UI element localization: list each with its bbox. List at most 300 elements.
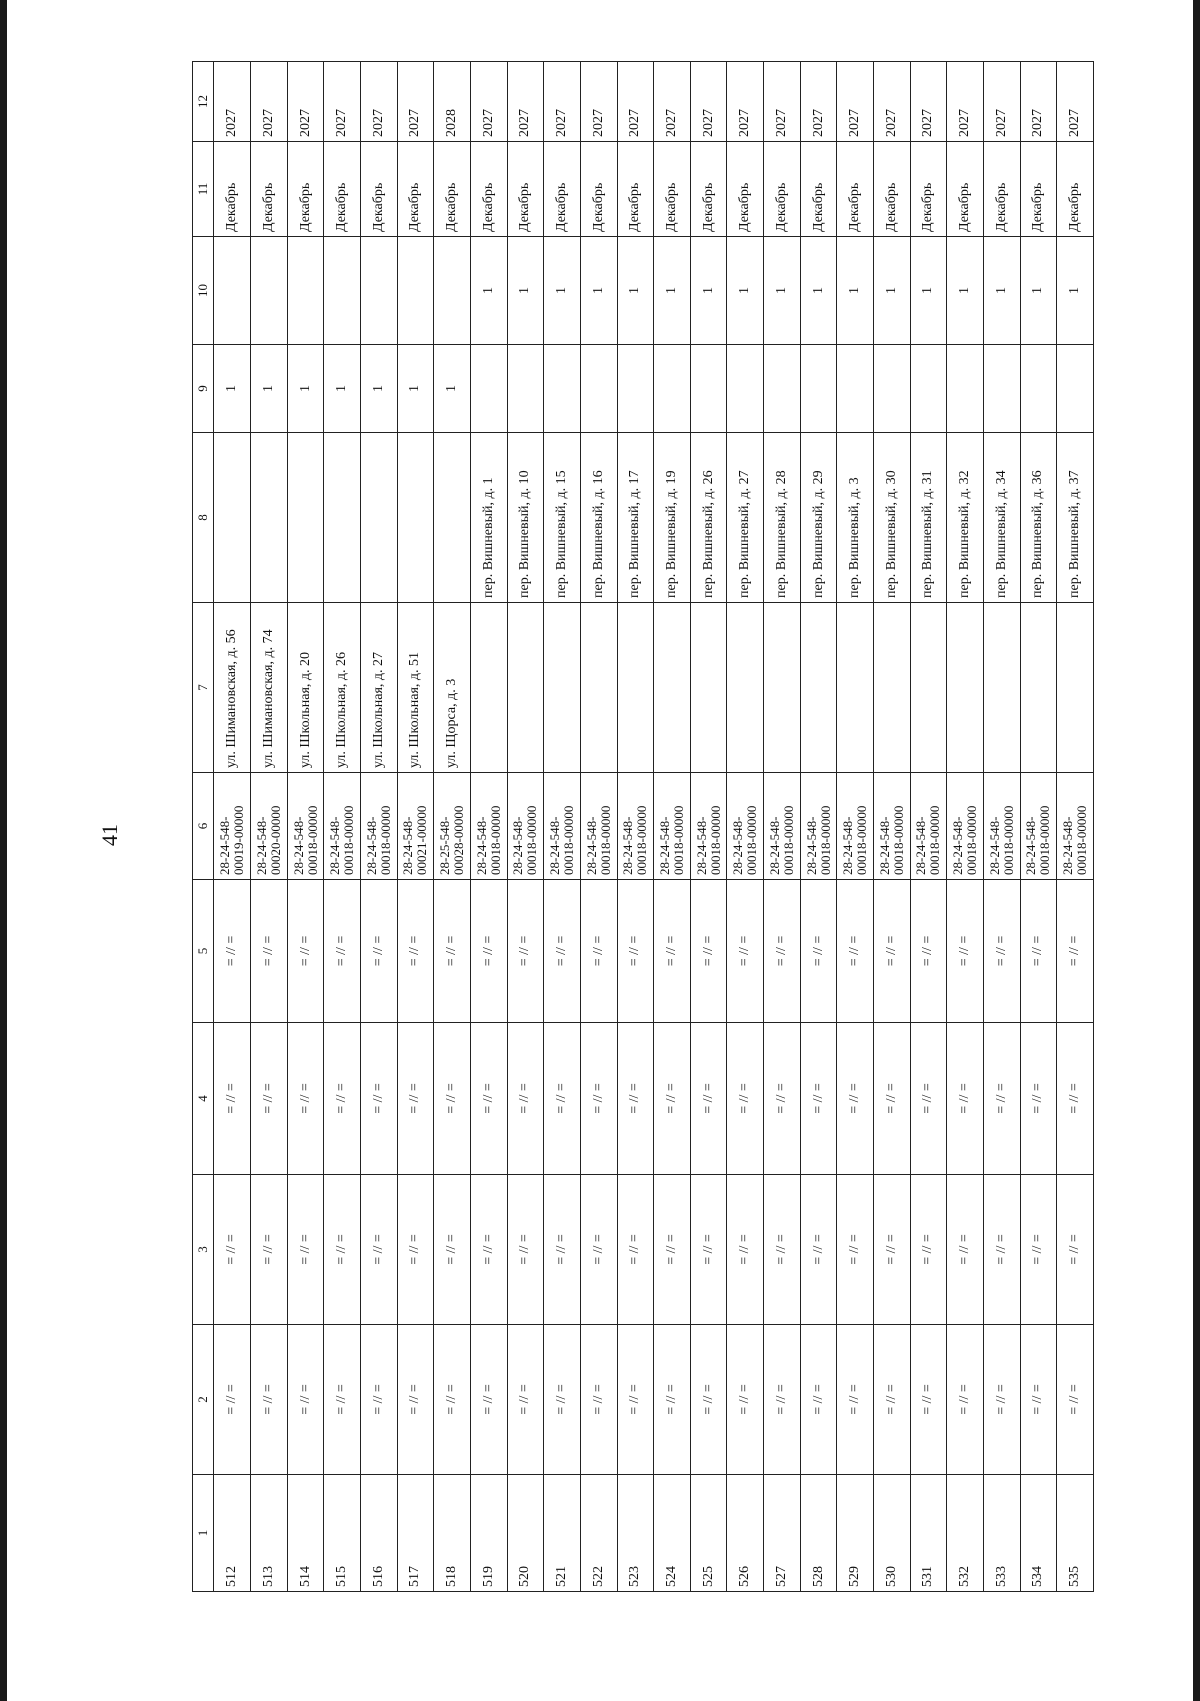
cadastral-number-cell [507,773,544,880]
col5-cell-text: = // = [810,935,826,967]
col3-cell-text: = // = [297,1234,313,1265]
col10-cell [1057,237,1094,345]
cadastral-number-cell-text: 28-24-548- [327,816,343,875]
year-cell-text: 2027 [590,109,606,137]
col5-cell [837,880,874,1023]
col4-cell-text: = // = [810,1083,826,1114]
row-number-cell [1020,1475,1057,1592]
col10-cell [874,237,911,345]
col9-cell [690,345,727,433]
col5-cell-text: = // = [224,935,240,967]
table-body [193,62,1094,1592]
row-number-cell-text: 513 [260,1566,276,1587]
row-number-cell [947,1475,984,1592]
cadastral-number-cell-text: 28-24-548- [656,816,672,875]
col5-cell-text: = // = [1067,935,1083,967]
year-cell [397,62,434,142]
col5-cell-text: = // = [993,935,1009,967]
col3-cell-text: = // = [810,1234,826,1265]
col10-cell-text: 1 [517,287,533,294]
lane-address-cell [837,433,874,603]
month-cell-text: Декабрь [334,182,350,232]
street-address-cell-text: ул. Школьная, д. 26 [334,651,350,768]
row-number-cell-text: 520 [517,1566,533,1587]
col2-cell-text: = // = [370,1384,386,1415]
col4-cell [580,1023,617,1175]
month-cell-text: Декабрь [1030,182,1046,232]
cadastral-number-cell-text: 28-25-548- [437,816,453,875]
col5-cell [580,880,617,1023]
col4-cell [983,1023,1020,1175]
year-cell-text: 2027 [737,109,753,137]
col5-cell-text: = // = [1030,935,1046,967]
col10-cell [470,237,507,345]
row-number-cell [727,1475,764,1592]
col4-cell-text: = // = [370,1083,386,1114]
scan-edge-right [1193,0,1200,1701]
col10-cell [654,237,691,345]
street-address-cell-text: ул. Школьная, д. 51 [407,651,423,768]
table-row [544,62,581,1592]
table-row [727,62,764,1592]
street-address-cell [983,603,1020,773]
month-cell-text: Декабрь [700,182,716,232]
cadastral-number-cell-text: 28-24-548- [620,816,636,875]
col9-cell [1020,345,1057,433]
col3-cell [397,1175,434,1325]
col2-cell-text: = // = [920,1384,936,1415]
col2-cell [324,1325,361,1475]
lane-address-cell [617,433,654,603]
street-address-cell [910,603,947,773]
row-number-cell-text: 527 [773,1566,789,1587]
lane-address-cell [251,433,288,603]
col4-cell [544,1023,581,1175]
col2-cell [214,1325,251,1475]
col5-cell-text: = // = [920,935,936,967]
col10-cell-text: 1 [1067,287,1083,294]
col10-cell-text: 1 [1030,287,1046,294]
col3-cell [434,1175,471,1325]
year-cell-text: 2027 [663,109,679,137]
col10-cell-text: 1 [883,287,899,294]
month-cell-text: Декабрь [810,182,826,232]
col4-cell-text: = // = [224,1083,240,1114]
col9-cell [727,345,764,433]
month-cell-text: Декабрь [773,182,789,232]
street-address-cell-text: ул. Школьная, д. 27 [370,651,386,768]
year-cell-text: 2027 [370,109,386,137]
row-number-cell-text: 522 [590,1566,606,1587]
cadastral-number-cell [837,773,874,880]
street-address-cell [214,603,251,773]
month-cell [910,142,947,237]
year-cell-text: 2027 [334,109,350,137]
col10-cell-text: 1 [847,287,863,294]
col2-cell [983,1325,1020,1475]
col4-cell [690,1023,727,1175]
col5-cell [1020,880,1057,1023]
row-number-cell [764,1475,801,1592]
lane-address-cell-text: пер. Вишневый, д. 27 [737,470,753,598]
col4-cell [214,1023,251,1175]
cadastral-number-cell-text: 28-24-548- [253,816,269,875]
cadastral-number-cell [947,773,984,880]
street-address-cell [544,603,581,773]
cadastral-number-cell-text: 28-24-548- [840,816,856,875]
lane-address-cell-text: пер. Вишневый, д. 37 [1067,470,1083,598]
cadastral-number-cell-text: 28-24-548- [290,816,306,875]
year-cell [361,62,398,142]
row-number-cell-text: 521 [554,1566,570,1587]
col2-cell-text: = // = [1030,1384,1046,1415]
col2-cell [361,1325,398,1475]
col3-cell [580,1175,617,1325]
col10-cell-text: 1 [554,287,570,294]
col4-cell-text: = // = [627,1083,643,1114]
month-cell [214,142,251,237]
month-cell-text: Декабрь [627,182,643,232]
header-cell-5: 5 [193,880,214,1023]
col3-cell-text: = // = [847,1234,863,1265]
row-number-cell-text: 512 [224,1566,240,1587]
lane-address-cell-text: пер. Вишневый, д. 26 [700,470,716,598]
col2-cell [1057,1325,1094,1475]
lane-address-cell [287,433,324,603]
cadastral-number-cell [544,773,581,880]
month-cell-text: Декабрь [993,182,1009,232]
cadastral-number-cell-text: 00018-00000 [890,805,906,875]
header-cell-7: 7 [193,603,214,773]
street-address-cell-text: ул. Шимановская, д. 74 [260,629,276,768]
col2-cell-text: = // = [590,1384,606,1415]
col3-cell-text: = // = [957,1234,973,1265]
col4-cell-text: = // = [920,1083,936,1114]
col2-cell [727,1325,764,1475]
row-number-cell-text: 533 [993,1566,1009,1587]
col5-cell-text: = // = [444,935,460,967]
year-cell [910,62,947,142]
col10-cell [910,237,947,345]
col2-cell-text: = // = [517,1384,533,1415]
street-address-cell [690,603,727,773]
year-cell [251,62,288,142]
table-row [397,62,434,1592]
col3-cell [764,1175,801,1325]
col3-cell-text: = // = [1030,1234,1046,1265]
cadastral-number-cell [654,773,691,880]
table-row [983,62,1020,1592]
cadastral-number-cell-text: 00018-00000 [341,805,357,875]
street-address-cell [470,603,507,773]
col3-cell-text: = // = [334,1234,350,1265]
col4-cell [947,1023,984,1175]
lane-address-cell [1020,433,1057,603]
col5-cell [654,880,691,1023]
col2-cell-text: = // = [957,1384,973,1415]
year-cell-text: 2027 [1067,109,1083,137]
col5-cell-text: = // = [957,935,973,967]
row-number-cell-text: 516 [370,1566,386,1587]
row-number-cell [324,1475,361,1592]
col2-cell [874,1325,911,1475]
col9-cell [947,345,984,433]
table-row [874,62,911,1592]
cadastral-number-cell [690,773,727,880]
lane-address-cell-text: пер. Вишневый, д. 3 [847,477,863,598]
year-cell [764,62,801,142]
col9-cell [1057,345,1094,433]
lane-address-cell [324,433,361,603]
cadastral-number-cell-text: 28-24-548- [803,816,819,875]
col2-cell-text: = // = [1067,1384,1083,1415]
col9-cell-text: 1 [444,385,460,392]
table-row [837,62,874,1592]
table-row [764,62,801,1592]
row-number-cell-text: 531 [920,1566,936,1587]
cadastral-number-cell-text: 00018-00000 [1037,805,1053,875]
street-address-cell-text: ул. Школьная, д. 20 [297,651,313,768]
cadastral-number-cell [800,773,837,880]
col4-cell [434,1023,471,1175]
row-number-cell [544,1475,581,1592]
col4-cell-text: = // = [957,1083,973,1114]
table-row [507,62,544,1592]
cadastral-number-cell [397,773,434,880]
year-cell [544,62,581,142]
col3-cell-text: = // = [1067,1234,1083,1265]
col2-cell-text: = // = [444,1384,460,1415]
row-number-cell-text: 518 [444,1566,460,1587]
col2-cell-text: = // = [737,1384,753,1415]
col4-cell-text: = // = [993,1083,1009,1114]
col3-cell [947,1175,984,1325]
year-cell-text: 2027 [883,109,899,137]
month-cell-text: Декабрь [590,182,606,232]
year-cell-text: 2027 [700,109,716,137]
table-row [910,62,947,1592]
header-row [193,62,214,1592]
col4-cell-text: = // = [590,1083,606,1114]
row-number-cell-text: 523 [627,1566,643,1587]
year-cell-text: 2027 [260,109,276,137]
month-cell-text: Декабрь [883,182,899,232]
month-cell [837,142,874,237]
year-cell [654,62,691,142]
lane-address-cell [397,433,434,603]
lane-address-cell-text: пер. Вишневый, д. 16 [590,470,606,598]
col3-cell [287,1175,324,1325]
header-cell-1: 1 [193,1475,214,1592]
lane-address-cell [874,433,911,603]
header-cell-3: 3 [193,1175,214,1325]
col9-cell-text: 1 [407,385,423,392]
col3-cell [910,1175,947,1325]
cadastral-number-cell-text: 28-24-548- [510,816,526,875]
row-number-cell [983,1475,1020,1592]
cadastral-number-cell-text: 28-24-548- [950,816,966,875]
month-cell [727,142,764,237]
col9-cell [617,345,654,433]
col10-cell-text: 1 [920,287,936,294]
street-address-cell [507,603,544,773]
col10-cell [434,237,471,345]
row-number-cell [654,1475,691,1592]
month-cell-text: Декабрь [407,182,423,232]
table-row [580,62,617,1592]
col10-cell-text: 1 [957,287,973,294]
row-number-cell [397,1475,434,1592]
cadastral-number-cell-text: 00018-00000 [707,805,723,875]
lane-address-cell [470,433,507,603]
table-row [654,62,691,1592]
col2-cell-text: = // = [627,1384,643,1415]
col10-cell [690,237,727,345]
col5-cell [251,880,288,1023]
year-cell [287,62,324,142]
lane-address-cell [764,433,801,603]
col3-cell-text: = // = [480,1234,496,1265]
year-cell [1057,62,1094,142]
row-number-cell [874,1475,911,1592]
lane-address-cell-text: пер. Вишневый, д. 15 [554,470,570,598]
col2-cell [544,1325,581,1475]
lane-address-cell-text: пер. Вишневый, д. 31 [920,470,936,598]
col10-cell [1020,237,1057,345]
col4-cell [1020,1023,1057,1175]
row-number-cell-text: 535 [1067,1566,1083,1587]
col10-cell-text: 1 [480,287,496,294]
col9-cell-text: 1 [297,385,313,392]
table-row [324,62,361,1592]
row-number-cell-text: 515 [334,1566,350,1587]
year-cell-text: 2027 [810,109,826,137]
col2-cell [470,1325,507,1475]
header-cell-2: 2 [193,1325,214,1475]
col9-cell [580,345,617,433]
col3-cell-text: = // = [700,1234,716,1265]
col3-cell [361,1175,398,1325]
col2-cell-text: = // = [700,1384,716,1415]
lane-address-cell [654,433,691,603]
col5-cell [764,880,801,1023]
year-cell-text: 2027 [773,109,789,137]
col9-cell-text: 1 [334,385,350,392]
cadastral-number-cell [361,773,398,880]
col9-cell [470,345,507,433]
col2-cell-text: = // = [883,1384,899,1415]
col3-cell-text: = // = [737,1234,753,1265]
month-cell-text: Декабрь [847,182,863,232]
lane-address-cell [727,433,764,603]
month-cell [617,142,654,237]
street-address-cell [434,603,471,773]
row-number-cell-text: 528 [810,1566,826,1587]
month-cell [1057,142,1094,237]
col3-cell-text: = // = [663,1234,679,1265]
street-address-cell [727,603,764,773]
year-cell [837,62,874,142]
col4-cell-text: = // = [737,1083,753,1114]
cadastral-number-cell-text: 00018-00000 [927,805,943,875]
col10-cell-text: 1 [993,287,1009,294]
year-cell [690,62,727,142]
col5-cell-text: = // = [663,935,679,967]
col9-cell [251,345,288,433]
year-cell-text: 2027 [1030,109,1046,137]
col3-cell-text: = // = [224,1234,240,1265]
col5-cell [544,880,581,1023]
month-cell-text: Декабрь [370,182,386,232]
month-cell [690,142,727,237]
year-cell-text: 2027 [297,109,313,137]
cadastral-number-cell [727,773,764,880]
col5-cell-text: = // = [517,935,533,967]
col4-cell [251,1023,288,1175]
col2-cell [947,1325,984,1475]
col9-cell [837,345,874,433]
header-cell-10: 10 [193,237,214,345]
cadastral-number-cell-text: 00018-00000 [634,805,650,875]
col4-cell-text: = // = [847,1083,863,1114]
col5-cell [1057,880,1094,1023]
col4-cell [764,1023,801,1175]
cadastral-number-cell-text: 28-24-548- [217,816,233,875]
cadastral-number-cell-text: 28-24-548- [986,816,1002,875]
row-number-cell [434,1475,471,1592]
lane-address-cell [910,433,947,603]
year-cell-text: 2027 [993,109,1009,137]
col3-cell [617,1175,654,1325]
col2-cell [654,1325,691,1475]
col5-cell-text: = // = [407,935,423,967]
row-number-cell-text: 529 [847,1566,863,1587]
row-number-cell [910,1475,947,1592]
cadastral-number-cell-text: 00018-00000 [561,805,577,875]
header-cell-6: 6 [193,773,214,880]
year-cell [434,62,471,142]
year-cell [470,62,507,142]
col5-cell-text: = // = [370,935,386,967]
year-cell-text: 2027 [224,109,240,137]
month-cell [654,142,691,237]
col5-cell-text: = // = [554,935,570,967]
street-address-cell [324,603,361,773]
col9-cell-text: 1 [224,385,240,392]
row-number-cell-text: 524 [663,1566,679,1587]
col2-cell-text: = // = [663,1384,679,1415]
col3-cell-text: = // = [993,1234,1009,1265]
street-address-cell [397,603,434,773]
header-cell-11: 11 [193,142,214,237]
cadastral-number-cell [251,773,288,880]
col5-cell [617,880,654,1023]
col4-cell-text: = // = [883,1083,899,1114]
cadastral-number-cell-text: 00018-00000 [780,805,796,875]
cadastral-number-cell-text: 00018-00000 [1074,805,1090,875]
row-number-cell-text: 526 [737,1566,753,1587]
col4-cell [910,1023,947,1175]
col10-cell [287,237,324,345]
cadastral-number-cell-text: 28-24-548- [913,816,929,875]
cadastral-number-cell-text: 00020-00000 [267,805,283,875]
col4-cell-text: = // = [517,1083,533,1114]
cadastral-number-cell-text: 28-24-548- [1023,816,1039,875]
col9-cell [983,345,1020,433]
col5-cell [690,880,727,1023]
scan-edge-left [0,0,7,1701]
table-row [214,62,251,1592]
